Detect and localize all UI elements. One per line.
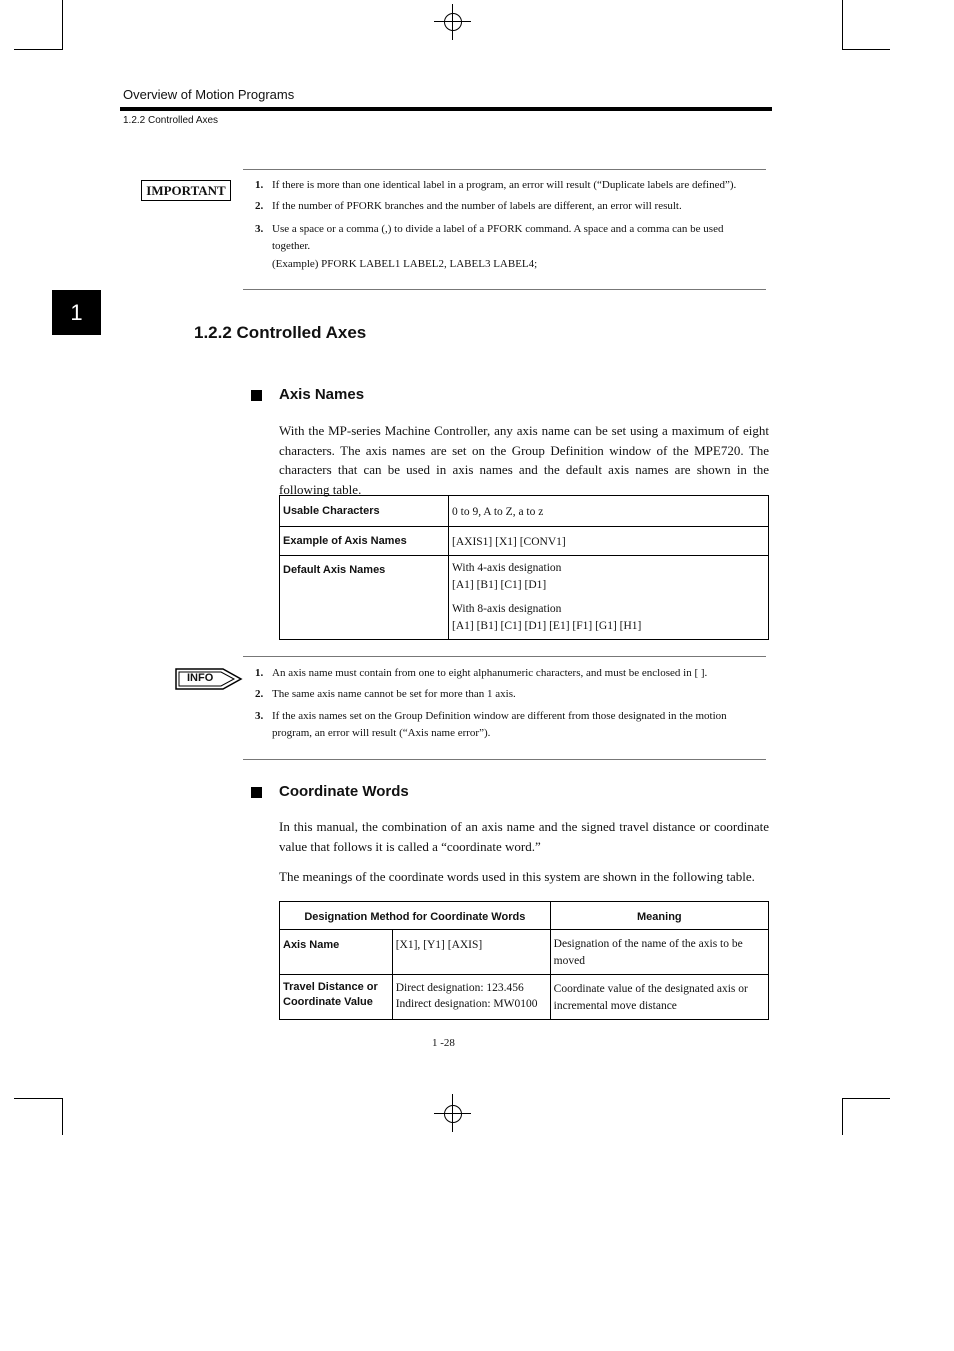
table-row bbox=[280, 975, 769, 1020]
table-cell-label: Usable Characters bbox=[283, 505, 380, 517]
header-rule bbox=[120, 107, 772, 111]
info-bottom-rule bbox=[243, 759, 766, 760]
info-top-rule bbox=[243, 656, 766, 657]
bullet-square-icon bbox=[251, 390, 262, 401]
chapter-tab: 1 bbox=[52, 290, 101, 335]
section-title: 1.2.2 Controlled Axes bbox=[194, 323, 367, 342]
coordinate-words-table bbox=[279, 901, 769, 1020]
important-top-rule bbox=[243, 169, 766, 170]
info-badge bbox=[175, 667, 243, 696]
running-header-title: Overview of Motion Programs bbox=[123, 87, 295, 102]
table-cell-value: [AXIS1] [X1] [CONV1] bbox=[452, 536, 566, 548]
important-bottom-rule bbox=[243, 289, 766, 290]
subsection-title-coordinate-words: Coordinate Words bbox=[279, 783, 409, 800]
running-header-subtitle: 1.2.2 Controlled Axes bbox=[123, 115, 219, 126]
table-cell-example: [X1], [Y1] [AXIS] bbox=[395, 939, 483, 951]
table-cell-label: Example of Axis Names bbox=[283, 535, 407, 547]
column-header-meaning: Meaning bbox=[637, 910, 682, 923]
table-row bbox=[280, 556, 769, 640]
default-4-axis-title: With 4-axis designation bbox=[452, 562, 562, 574]
table-cell-meaning: Coordinate value of the designated axis or incremental move distance bbox=[553, 983, 748, 1012]
table-cell-label: Default Axis Names bbox=[283, 564, 386, 576]
axis-names-table bbox=[279, 495, 769, 640]
table-cell-label: Axis Name bbox=[283, 939, 340, 951]
page-number: 1 -28 bbox=[432, 1037, 455, 1049]
default-4-axis-names: [A1] [B1] [C1] [D1] bbox=[452, 579, 547, 591]
example-line: (Example) PFORK LABEL1 LABEL2, LABEL3 LABEL4; bbox=[272, 258, 538, 270]
column-header-method: Designation Method for Coordinate Words bbox=[304, 910, 526, 923]
subsection-title-axis-names: Axis Names bbox=[279, 386, 365, 403]
table-header-row bbox=[280, 902, 769, 930]
table-cell-label: Coordinate Value bbox=[283, 996, 373, 1008]
table-row bbox=[280, 496, 769, 527]
bullet-square-icon bbox=[251, 787, 262, 798]
default-8-axis-names: [A1] [B1] [C1] [D1] [E1] [F1] [G1] [H1] bbox=[452, 620, 642, 632]
coordinate-words-paragraph-1: In this manual, the combination of an axis name and the signed travel distance or coordinate value that follows it is called a “coordinate word.” bbox=[279, 819, 769, 854]
important-badge: IMPORTANT bbox=[141, 180, 231, 201]
table-cell-value: 0 to 9, A to Z, a to z bbox=[452, 506, 544, 518]
info-badge-label: INFO bbox=[187, 672, 214, 684]
table-cell-example: Indirect designation: MW0100 bbox=[395, 998, 538, 1010]
table-cell-label: Travel Distance or bbox=[283, 981, 378, 993]
table-row bbox=[280, 930, 769, 975]
table-cell-meaning: Designation of the name of the axis to be moved bbox=[553, 938, 743, 967]
axis-names-paragraph: With the MP-series Machine Controller, any axis name can be set using a maximum of eight characters. The axis names are set on the Group Definition window of the MPE720. The characters that can be used in axis names and the default axis names are shown in the following table. bbox=[279, 423, 769, 497]
default-8-axis-title: With 8-axis designation bbox=[452, 603, 562, 615]
table-row bbox=[280, 527, 769, 556]
table-cell-example: Direct designation: 123.456 bbox=[395, 982, 524, 994]
coordinate-words-paragraph-2: The meanings of the coordinate words used in this system are shown in the following table. bbox=[279, 869, 755, 884]
